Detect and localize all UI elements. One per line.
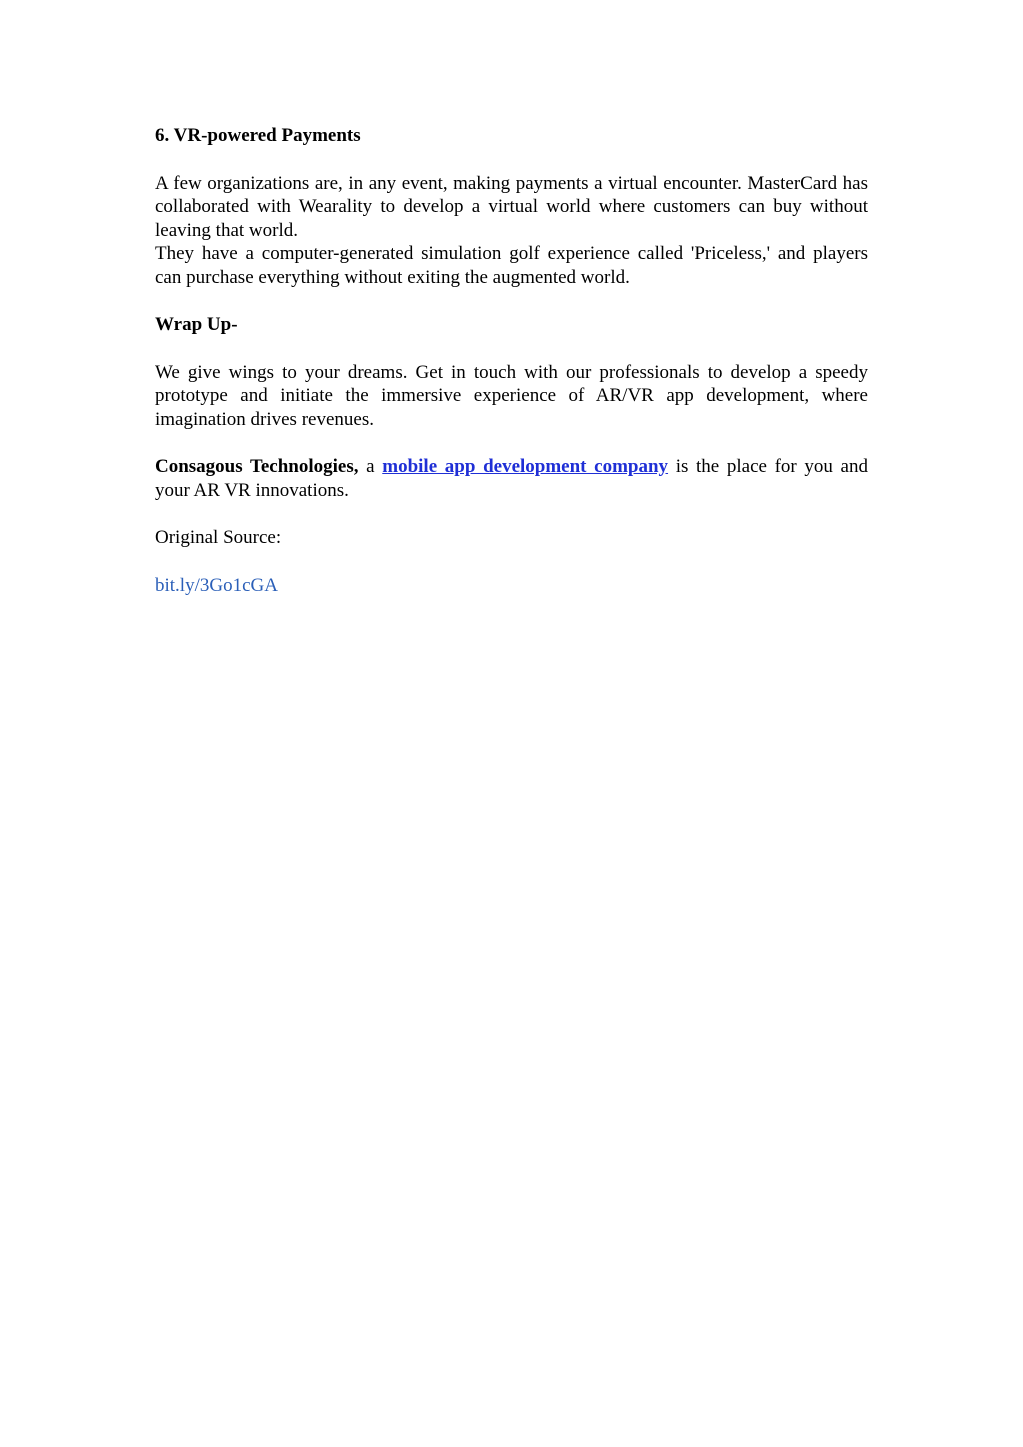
original-source-label: Original Source: — [155, 527, 282, 548]
section-heading-vr-payments: 6. VR-powered Payments — [155, 125, 361, 146]
vr-payments-text-1: A few organizations are, in any event, making payments a virtual encounter. MasterCard has collaborated with Wearality to develop a virtual world where customers can buy without leaving that world. — [155, 172, 868, 241]
vr-payments-text-2: They have a computer-generated simulation golf experience called 'Priceless,' and players can purchase everything without exiting the augmented world. — [155, 243, 868, 288]
source-link[interactable]: bit.ly/3Go1cGA — [155, 574, 278, 596]
source-link-line — [155, 574, 868, 598]
company-link[interactable]: mobile app development company — [382, 456, 669, 477]
vr-payments-paragraph — [155, 172, 868, 290]
company-suffix: is the place for you and your AR VR innovations. — [155, 456, 868, 501]
document-page — [155, 124, 868, 621]
company-connector: a — [358, 456, 383, 477]
company-name: Consagous Technologies, — [155, 456, 359, 477]
company-paragraph — [155, 455, 868, 502]
wrap-up-paragraph: We give wings to your dreams. Get in touch with our professionals to develop a speedy prototype and initiate the immersive experience of AR/VR app development, where imagination drives revenues. — [155, 361, 868, 430]
section-heading-wrap-up: Wrap Up- — [155, 314, 238, 335]
